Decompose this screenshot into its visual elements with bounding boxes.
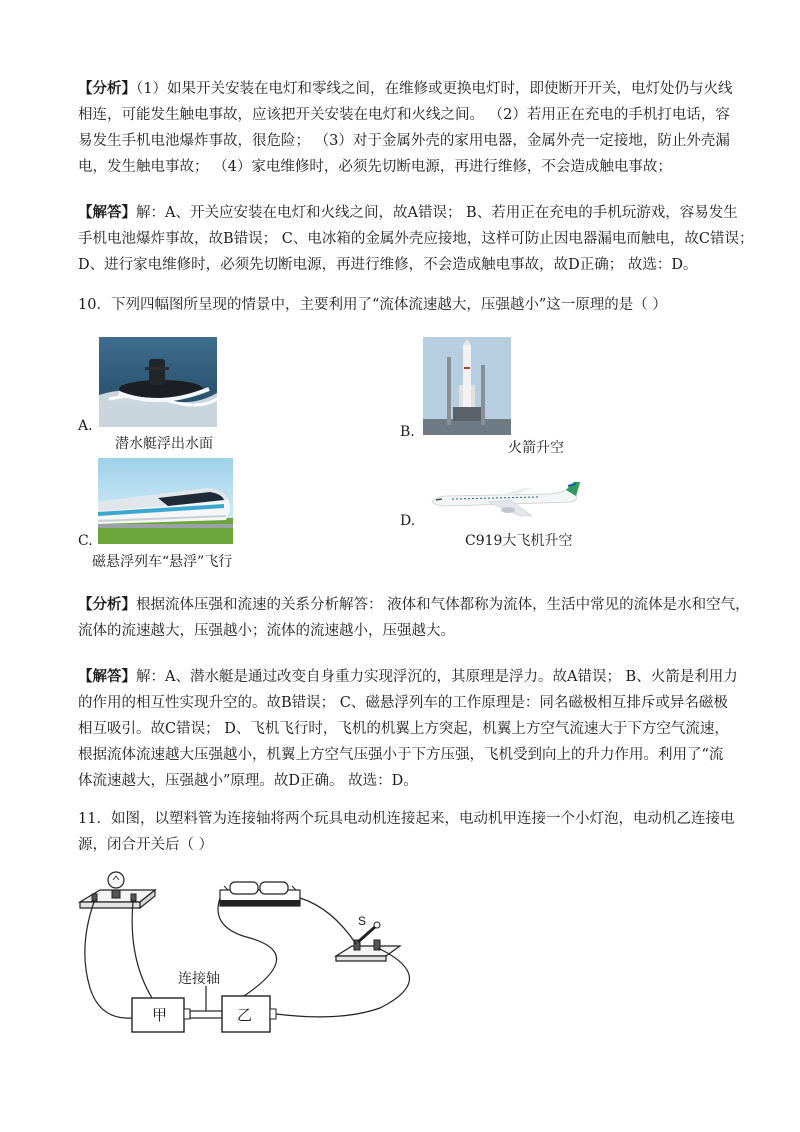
question-stem: 源，闭合开关后（ ） [78, 837, 214, 853]
option-letter: B. [400, 424, 415, 440]
submarine-photo [99, 337, 217, 427]
question-11 [78, 806, 738, 858]
solution-line: 体流速越大，压强越小”原理。故D正确。 故选：D。 [78, 773, 418, 789]
option-caption: 火箭升空 [508, 440, 564, 456]
maglev-photo [98, 458, 233, 544]
analysis-line: （1）如果开关安装在电灯和零线之间，在维修或更换电灯时，即使断开开关，电灯处仍与火线 [136, 81, 733, 97]
solution-q9 [78, 200, 754, 278]
option-caption: C919大飞机升空 [465, 533, 573, 549]
solution-line: 手机电池爆炸事故，故B错误； C、电冰箱的金属外壳应接地，这样可防止因电器漏电而触电，故C错误； [78, 231, 754, 247]
analysis-tag: 【分析】 [78, 596, 136, 613]
solution-line: 解：A、潜水艇是通过改变自身重力实现浮沉的，其原理是浮力。故A错误； B、火箭是利用力 [136, 669, 738, 685]
motor-a-label: 甲 [152, 1006, 168, 1024]
analysis-q10 [78, 592, 750, 644]
solution-tag: 【解答】 [78, 204, 136, 221]
analysis-line: 根据流体压强和流速的关系分析解答： 液体和气体都称为流体，生活中常见的流体是水和空气， [136, 597, 750, 613]
solution-tag: 【解答】 [78, 668, 136, 685]
analysis-line: 相连，可能发生触电事故，应该把开关安装在电灯和火线之间。 （2）若用正在充电的手机打电话，容 [78, 107, 730, 123]
solution-line: 根据流体流速越大压强越小，机翼上方空气压强小于下方压强，飞机受到向上的升力作用。利用了“流 [78, 747, 724, 763]
option-letter: A. [78, 418, 93, 434]
option-letter: D. [400, 513, 416, 529]
solution-line: 解：A、开关应安装在电灯和火线之间，故A错误； B、若用正在充电的手机玩游戏，容易发生 [136, 205, 738, 221]
motor-b-label: 乙 [237, 1006, 253, 1024]
switch-label: S [358, 914, 367, 928]
option-caption: 磁悬浮列车“悬浮”飞行 [92, 554, 233, 570]
analysis-line: 易发生手机电池爆炸事故，很危险； （3）对于金属外壳的家用电器，金属外壳一定接地，防止外壳漏 [78, 133, 730, 149]
solution-q10 [78, 664, 738, 794]
analysis-q9 [78, 76, 738, 180]
airplane-photo [428, 480, 584, 524]
axle-label: 连接轴 [178, 971, 220, 987]
question-stem: 11．如图，以塑料管为连接轴将两个玩具电动机连接起来，电动机甲连接一个小灯泡，电动机乙连接电 [78, 811, 735, 827]
solution-line: D、进行家电维修时，必须先切断电源，再进行维修，不会造成触电事故，故D正确； 故选：D。 [78, 257, 698, 273]
option-letter: C. [78, 533, 93, 549]
analysis-tag: 【分析】 [78, 80, 136, 97]
question-10 [78, 292, 738, 318]
analysis-line: 电，发生触电事故； （4）家电维修时，必须先切断电源，再进行维修，不会造成触电事故； [78, 159, 672, 175]
option-caption: 潜水艇浮出水面 [115, 436, 213, 452]
solution-line: 的作用的相互性实现升空的。故B错误； C、磁悬浮列车的工作原理是：同名磁极相互排斥或异名磁极 [78, 695, 728, 711]
rocket-photo [423, 337, 511, 435]
question-stem: 10．下列四幅图所呈现的情景中，主要利用了“流体流速越大，压强越小”这一原理的是（ ） [78, 297, 667, 313]
circuit-diagram [70, 868, 430, 1040]
analysis-line: 流体的流速越大，压强越小；流体的流速越小，压强越大。 [78, 623, 455, 639]
solution-line: 相互吸引。故C错误； D、飞机飞行时，飞机的机翼上方突起，机翼上方空气流速大于下方空气流速， [78, 721, 729, 737]
